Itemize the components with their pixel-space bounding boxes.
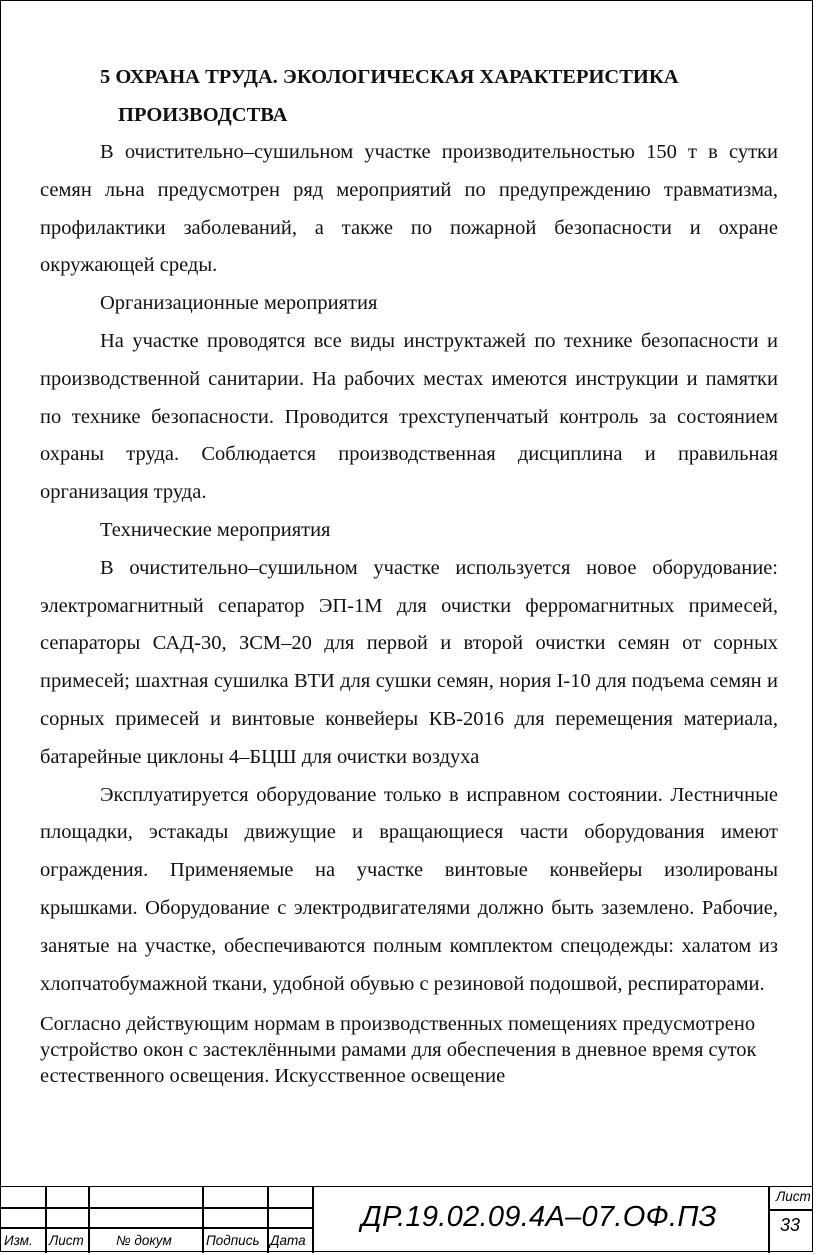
stamp-row-line bbox=[0, 1207, 312, 1209]
stamp-col-line bbox=[45, 1187, 47, 1253]
paragraph-intro: В очистительно–сушильном участке производительностью 150 т в сутки семян льна предусмотрен ряд мероприятий по предупреждению травматизма, профилактики заболеваний, а также по пожарной безопасности и охране окружающей среды. bbox=[40, 141, 778, 277]
paragraph-organizational: На участке проводятся все виды инструктажей по технике безопасности и производственной санитарии. На рабочих местах имеются инструкции и памятки по технике безопасности. Проводится трехступенчатый контроль за состоянием охраны труда. Соблюдается производственная дисциплина и правильная организация труда. bbox=[40, 329, 778, 504]
document-code: ДР.19.02.09.4А–07.ОФ.ПЗ bbox=[361, 1201, 717, 1233]
sheet-number: 33 bbox=[780, 1215, 801, 1235]
paragraph-lighting: Согласно действующим нормам в производственных помещениях предусмотрено устройство окон с застеклёнными рамами для обеспечения в дневное время суток естественного освещения. Искусственное освещение bbox=[40, 1013, 757, 1088]
stamp-sheet-line bbox=[768, 1209, 813, 1211]
label-signature: Подпись bbox=[206, 1233, 260, 1248]
label-doc-number: № докум bbox=[116, 1233, 172, 1248]
label-date: Дата bbox=[270, 1233, 306, 1248]
stamp-col-line bbox=[202, 1187, 204, 1253]
heading-line-1: 5 ОХРАНА ТРУДА. ЭКОЛОГИЧЕСКАЯ ХАРАКТЕРИСТИКА bbox=[100, 66, 679, 88]
sheet-label: Лист bbox=[776, 1189, 811, 1204]
section-heading bbox=[40, 58, 778, 134]
title-block bbox=[0, 1186, 813, 1252]
stamp-col-line bbox=[267, 1187, 269, 1253]
label-list: Лист bbox=[49, 1233, 84, 1248]
paragraph-equipment: В очистительно–сушильном участке используется новое оборудование: электромагнитный сепаратор ЭП-1М для очистки ферромагнитных примесей, сепараторы САД-30, ЗСМ–20 для первой и второй очистки семян от сорных примесей; шахтная сушилка ВТИ для сушки семян, нория I-10 для подъема семян и сорных примесей и винтовые конвейеры КВ-2016 для перемещения материала, батарейные циклоны 4–БЦШ для очистки воздуха bbox=[40, 556, 778, 768]
stamp-col-line bbox=[88, 1187, 90, 1253]
paragraph-operation: Эксплуатируется оборудование только в исправном состоянии. Лестничные площадки, эстакады движущие и вращающиеся части оборудования имеют ограждения. Применяемые на участке винтовые конвейеры изолированы крышками. Оборудование с электродвигателями должно быть заземлено. Рабочие, занятые на участке, обеспечиваются полным комплектом спецодежды: халатом из хлопчатобумажной ткани, удобной обувью с резиновой подошвой, респираторами. bbox=[40, 783, 778, 995]
stamp-row-line bbox=[0, 1227, 312, 1229]
document-body bbox=[40, 58, 778, 1089]
label-izm: Изм. bbox=[4, 1233, 33, 1248]
stamp-col-line bbox=[768, 1187, 770, 1253]
subheading-organizational: Организационные мероприятия bbox=[100, 292, 378, 315]
heading-line-2: ПРОИЗВОДСТВА bbox=[118, 104, 288, 126]
subheading-technical: Технические мероприятия bbox=[100, 518, 331, 541]
